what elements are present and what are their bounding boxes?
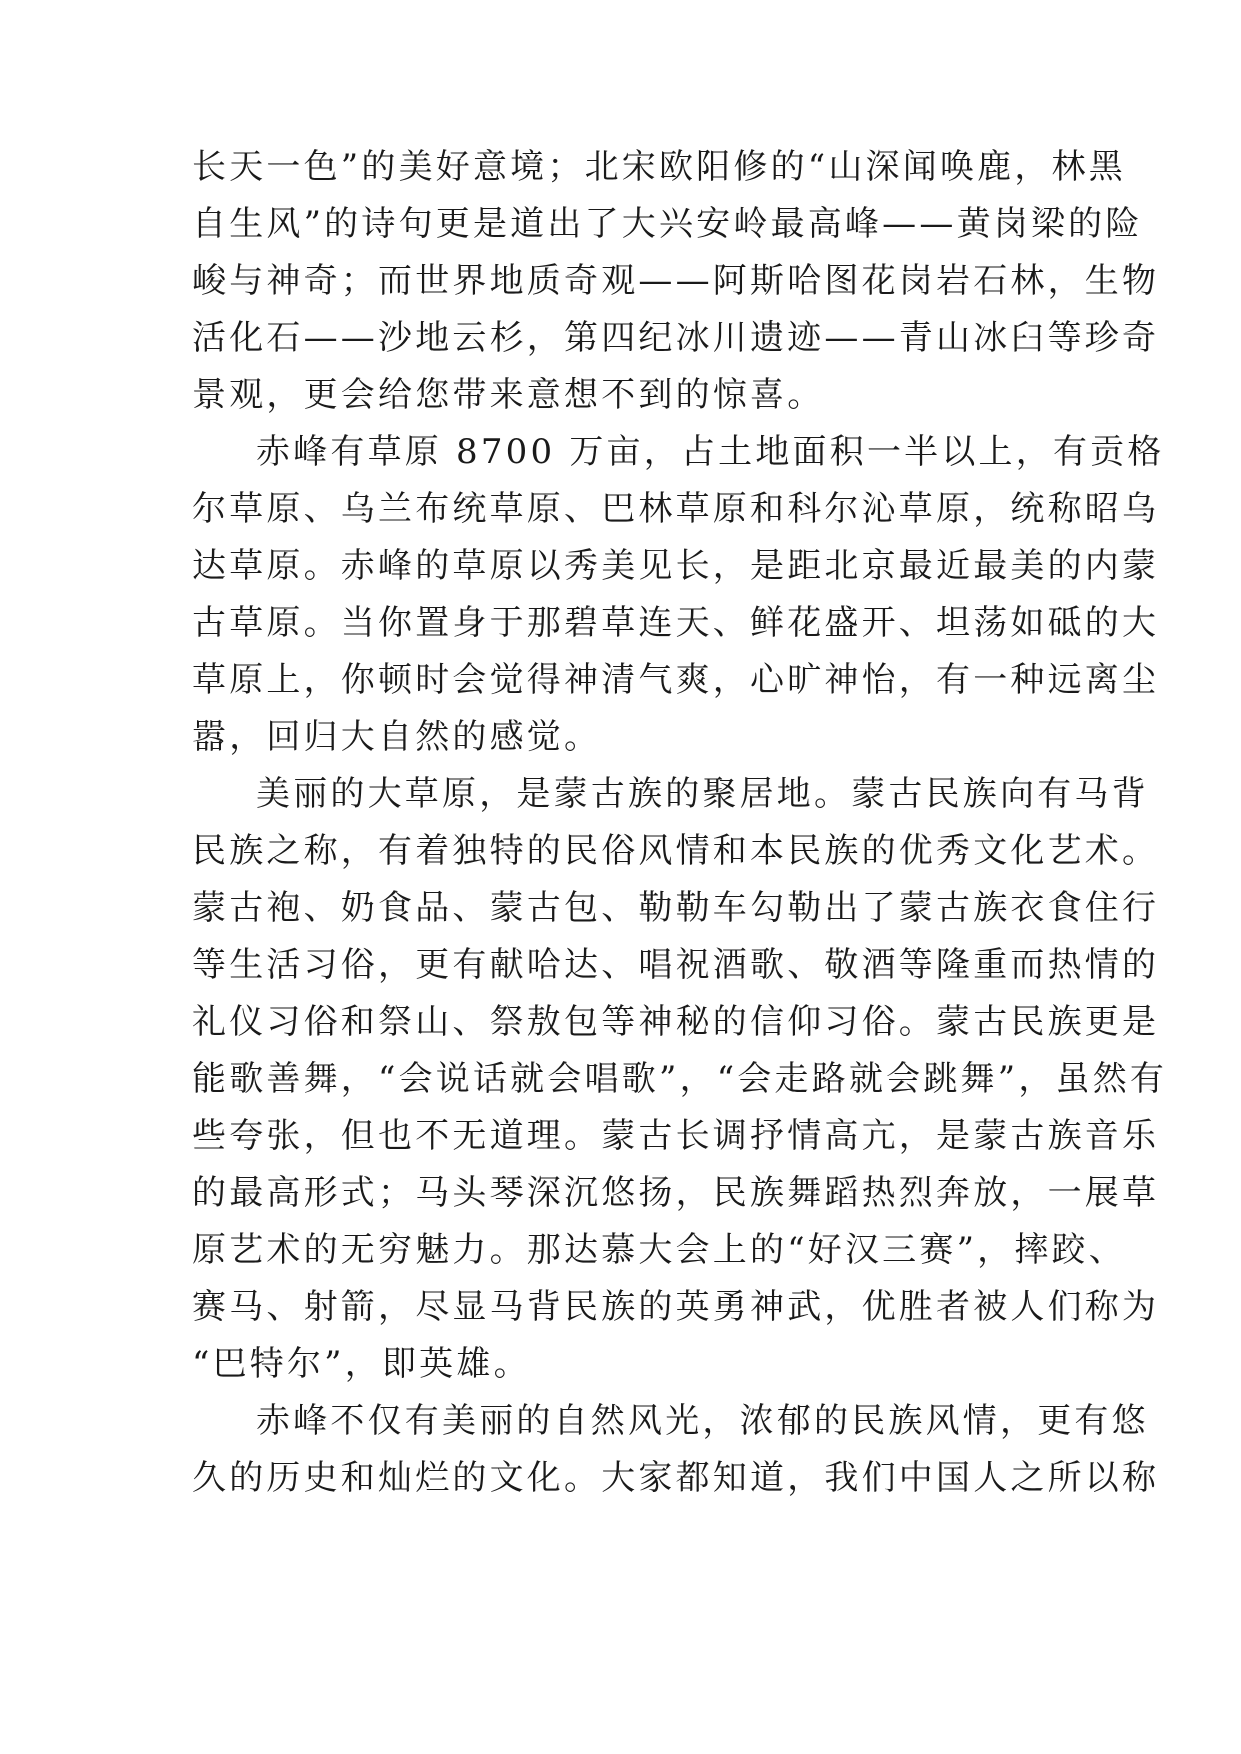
paragraph-3-line-6: 能歌善舞，“会说话就会唱歌”，“会走路就会跳舞”，虽然有 bbox=[192, 1059, 1168, 1099]
paragraph-2-line-4: 古草原。当你置身于那碧草连天、鲜花盛开、坦荡如砥的大 bbox=[192, 603, 1160, 643]
paragraph-3-line-3: 蒙古袍、奶食品、蒙古包、勒勒车勾勒出了蒙古族衣食住行 bbox=[192, 888, 1160, 928]
paragraph-3-line-11: “巴特尔”，即英雄。 bbox=[192, 1344, 531, 1384]
paragraph-2-line-6: 嚣，回归大自然的感觉。 bbox=[192, 717, 602, 757]
paragraph-2-line-5: 草原上，你顿时会觉得神清气爽，心旷神怡，有一种远离尘 bbox=[192, 660, 1160, 700]
paragraph-3-line-9: 原艺术的无穷魅力。那达慕大会上的“好汉三赛”，摔跤、 bbox=[192, 1230, 1126, 1270]
paragraph-3-line-7: 些夸张，但也不无道理。蒙古长调抒情高亢，是蒙古族音乐 bbox=[192, 1116, 1160, 1156]
paragraph-3-line-2: 民族之称，有着独特的民俗风情和本民族的优秀文化艺术。 bbox=[192, 831, 1160, 871]
paragraph-1-line-4: 活化石——沙地云杉，第四纪冰川遗迹——青山冰臼等珍奇 bbox=[192, 318, 1160, 358]
paragraph-3-line-10: 赛马、射箭，尽显马背民族的英勇神武，优胜者被人们称为 bbox=[192, 1287, 1160, 1327]
paragraph-3-line-1: 美丽的大草原，是蒙古族的聚居地。蒙古民族向有马背 bbox=[256, 774, 1149, 814]
paragraph-1-line-5: 景观，更会给您带来意想不到的惊喜。 bbox=[192, 375, 825, 415]
paragraph-1-line-3: 峻与神奇；而世界地质奇观——阿斯哈图花岗岩石林，生物 bbox=[192, 261, 1160, 301]
paragraph-1-line-1: 长天一色”的美好意境；北宋欧阳修的“山深闻唤鹿，林黑 bbox=[192, 147, 1126, 187]
paragraph-4-line-2: 久的历史和灿烂的文化。大家都知道，我们中国人之所以称 bbox=[192, 1458, 1160, 1498]
paragraph-4-line-1: 赤峰不仅有美丽的自然风光，浓郁的民族风情，更有悠 bbox=[256, 1401, 1149, 1441]
paragraph-2-line-3: 达草原。赤峰的草原以秀美见长，是距北京最近最美的内蒙 bbox=[192, 546, 1160, 586]
paragraph-1-line-2: 自生风”的诗句更是道出了大兴安岭最高峰——黄岗梁的险 bbox=[192, 204, 1143, 244]
paragraph-3-line-4: 等生活习俗，更有献哈达、唱祝酒歌、敬酒等隆重而热情的 bbox=[192, 945, 1160, 985]
paragraph-2-line-1: 赤峰有草原 8700 万亩，占土地面积一半以上，有贡格 bbox=[256, 432, 1165, 472]
paragraph-2-line-2: 尔草原、乌兰布统草原、巴林草原和科尔沁草原，统称昭乌 bbox=[192, 489, 1160, 529]
paragraph-3-line-5: 礼仪习俗和祭山、祭敖包等神秘的信仰习俗。蒙古民族更是 bbox=[192, 1002, 1160, 1042]
paragraph-3-line-8: 的最高形式；马头琴深沉悠扬，民族舞蹈热烈奔放，一展草 bbox=[192, 1173, 1160, 1213]
